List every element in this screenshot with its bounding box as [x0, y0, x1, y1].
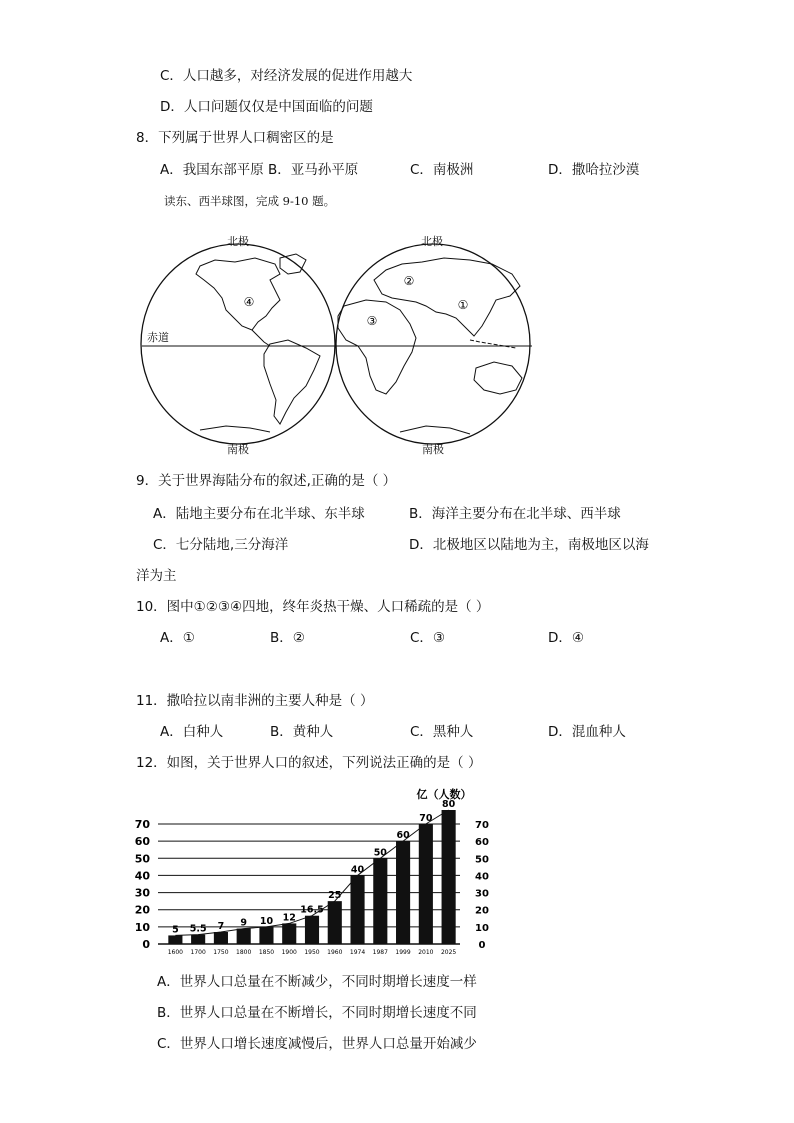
- bar: [305, 916, 319, 944]
- y-tick-left: 30: [134, 886, 150, 900]
- q10-option-a: A．①: [160, 630, 195, 646]
- y-tick-right: 40: [475, 871, 489, 883]
- y-tick-left: 70: [134, 818, 150, 831]
- x-tick-label: 1950: [304, 949, 320, 956]
- bar-data-label: 80: [441, 799, 456, 810]
- y-tick-right: 20: [475, 905, 489, 917]
- x-tick-label: 1960: [327, 949, 343, 956]
- y-tick-right: 50: [475, 854, 489, 866]
- equator-label: 赤道: [147, 331, 169, 344]
- q8-option-a: A．我国东部平原: [160, 162, 264, 178]
- bar: [350, 875, 364, 944]
- antarctica-west: [200, 426, 270, 432]
- marker-4: ④: [243, 295, 255, 309]
- x-tick-label: 2025: [440, 949, 457, 956]
- bar: [419, 824, 433, 944]
- bar: [214, 932, 228, 944]
- antarctica-east: [400, 426, 470, 434]
- y-tick-left: 20: [134, 903, 150, 917]
- y-tick-left: 50: [134, 852, 150, 866]
- x-tick-label: 1987: [372, 949, 388, 956]
- southeast-asia-islands: [470, 340, 516, 348]
- chart-unit-label: 亿（人数）: [416, 788, 472, 801]
- east-north-pole-label: 北极: [421, 235, 443, 248]
- bar: [396, 841, 410, 944]
- marker-1: ①: [457, 298, 469, 312]
- y-tick-right: 30: [475, 888, 489, 900]
- west-south-pole-label: 南极: [227, 443, 249, 456]
- x-tick-label: 1800: [236, 949, 252, 956]
- north-america-outline: [196, 258, 280, 330]
- q11-stem: 11．撒哈拉以南非洲的主要人种是（ ）: [136, 693, 374, 709]
- q9-option-a: A．陆地主要分布在北半球、东半球: [153, 506, 365, 522]
- y-tick-left: 0: [142, 938, 150, 951]
- q8-option-c: C．南极洲: [410, 162, 474, 178]
- x-tick-label: 1850: [258, 949, 275, 956]
- bar: [237, 929, 251, 944]
- bar: [168, 935, 182, 944]
- bar: [282, 923, 296, 944]
- x-tick-label: 1900: [281, 949, 297, 956]
- y-tick-right: 70: [475, 820, 489, 831]
- x-tick-label: 1974: [349, 949, 366, 956]
- q10-stem: 10．图中①②③④四地，终年炎热干燥、人口稀疏的是（ ）: [136, 599, 490, 615]
- q9-option-b: B．海洋主要分布在北半球、西半球: [409, 506, 621, 522]
- x-tick-label: 1600: [167, 949, 184, 956]
- marker-3: ③: [366, 314, 378, 328]
- bar-data-label: 25: [328, 890, 342, 902]
- bar-data-label: 16.5: [300, 904, 324, 916]
- q8-option-b: B．亚马孙平原: [268, 162, 359, 178]
- hemisphere-map: [130, 240, 550, 445]
- q8-stem: 8．下列属于世界人口稠密区的是: [136, 130, 334, 146]
- bar-data-label: 7: [217, 921, 225, 932]
- chart-bars: [168, 799, 455, 944]
- population-chart: [130, 784, 500, 970]
- q9-option-d: D．北极地区以陆地为主，南极地区以海: [409, 537, 649, 553]
- y-tick-right: 10: [475, 922, 489, 934]
- q10-option-c: C．③: [410, 630, 446, 646]
- bar-data-label: 60: [396, 830, 410, 842]
- y-tick-left: 40: [134, 869, 150, 883]
- x-tick-label: 2010: [418, 949, 434, 956]
- y-tick-left: 60: [134, 835, 150, 849]
- bar: [373, 858, 387, 944]
- east-hemisphere-outline: [336, 244, 530, 444]
- y-tick-right: 0: [478, 940, 486, 951]
- q11-option-a: A．白种人: [160, 724, 224, 740]
- x-tick-label: 1700: [190, 949, 206, 956]
- bar-data-label: 9: [240, 917, 248, 929]
- x-tick-label: 1750: [213, 949, 229, 956]
- q12-option-a: A．世界人口总量在不断减少，不同时期增长速度一样: [157, 974, 477, 990]
- bar-data-label: 50: [373, 847, 387, 859]
- q10-option-b: B．②: [270, 630, 305, 646]
- q7-option-d: D．人口问题仅仅是中国面临的问题: [160, 99, 373, 115]
- greenland-outline: [280, 254, 306, 274]
- y-tick-left: 10: [134, 920, 150, 934]
- bar-data-label: 5.5: [189, 923, 207, 935]
- q12-stem: 12．如图，关于世界人口的叙述，下列说法正确的是（ ）: [136, 755, 482, 771]
- south-america-outline: [264, 340, 320, 424]
- q8-option-d: D．撒哈拉沙漠: [548, 162, 640, 178]
- bar: [328, 901, 342, 944]
- q11-option-c: C．黑种人: [410, 724, 474, 740]
- bar-data-label: 10: [259, 915, 274, 927]
- q12-option-c: C．世界人口增长速度减慢后，世界人口总量开始减少: [157, 1036, 477, 1052]
- q11-option-d: D．混血种人: [548, 724, 626, 740]
- y-tick-right: 60: [475, 837, 489, 849]
- q9-option-d-continued: 洋为主: [136, 568, 177, 584]
- bar: [259, 927, 273, 944]
- bar-data-label: 5: [172, 924, 179, 936]
- q12-option-b: B．世界人口总量在不断增长，不同时期增长速度不同: [157, 1005, 477, 1021]
- x-tick-label: 1999: [395, 949, 411, 956]
- q9-option-c: C．七分陆地,三分海洋: [153, 537, 289, 553]
- australia-outline: [474, 362, 522, 394]
- marker-2: ②: [403, 274, 415, 288]
- q11-option-b: B．黄种人: [270, 724, 334, 740]
- bar-data-label: 12: [282, 912, 296, 924]
- q9-stem: 9．关于世界海陆分布的叙述,正确的是（ ）: [136, 473, 397, 489]
- bar: [191, 935, 205, 944]
- bar-data-label: 40: [350, 864, 365, 876]
- central-america-outline: [252, 330, 270, 346]
- east-south-pole-label: 南极: [422, 443, 444, 456]
- west-north-pole-label: 北极: [227, 235, 249, 248]
- map-instruction: 读东、西半球图，完成 9-10 题。: [164, 194, 336, 208]
- bar-data-label: 70: [419, 813, 433, 824]
- q10-option-d: D．④: [548, 630, 584, 646]
- q7-option-c: C．人口越多，对经济发展的促进作用越大: [160, 68, 413, 84]
- west-hemisphere-outline: [141, 244, 335, 444]
- bar: [442, 810, 456, 944]
